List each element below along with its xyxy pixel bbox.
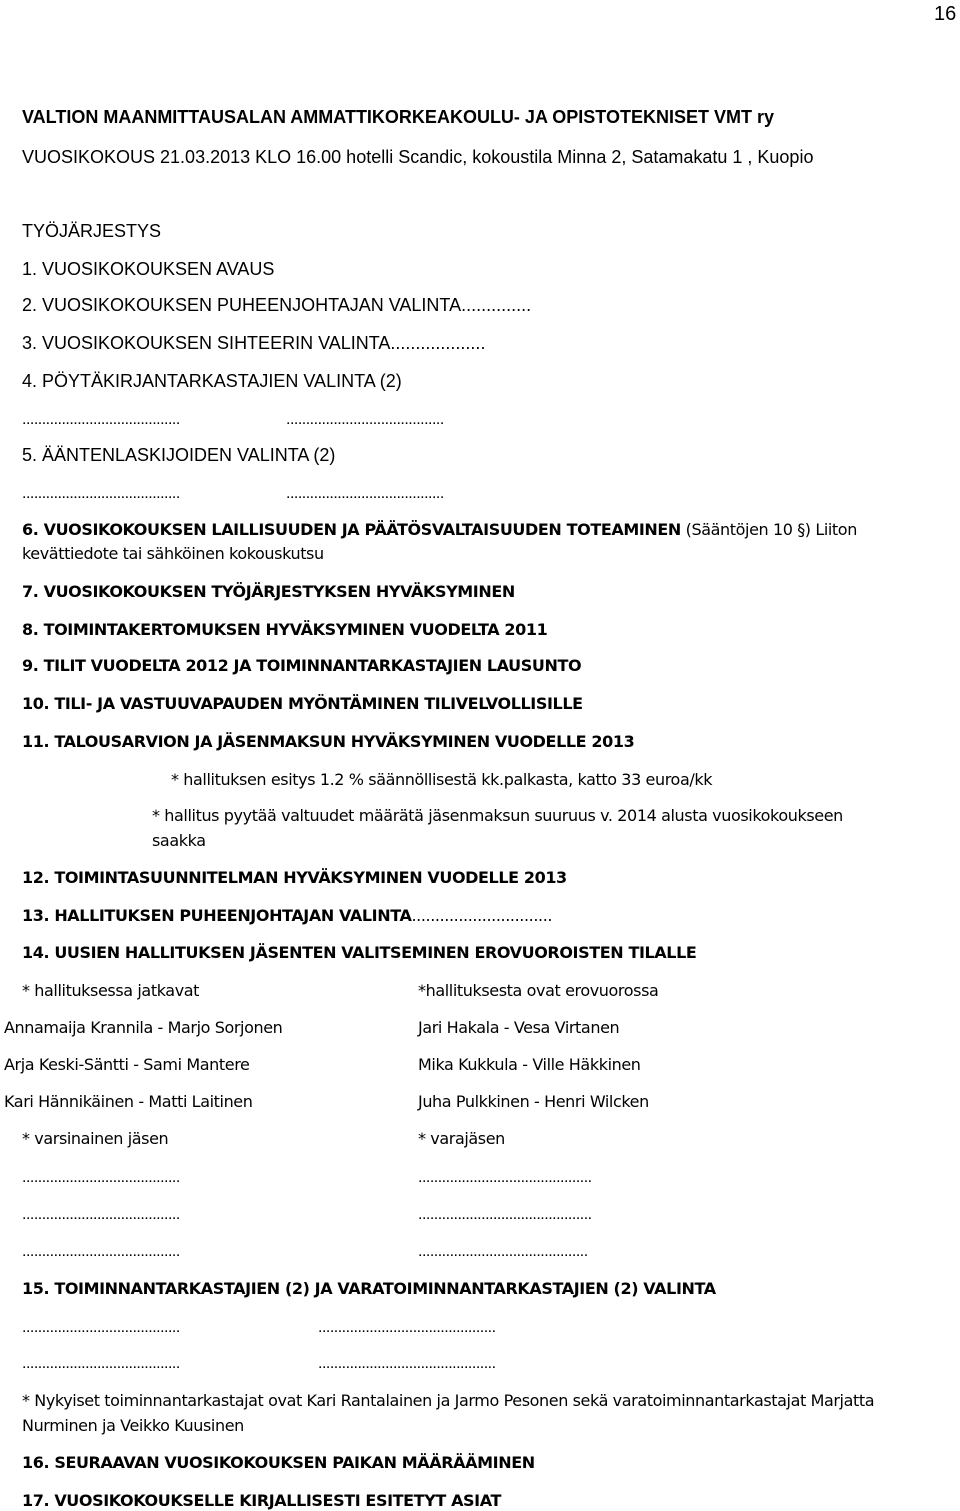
agenda-item-5-blank-2: ........................................ bbox=[286, 485, 444, 502]
agenda-item-9: 9. TILIT VUODELTA 2012 JA TOIMINNANTARKASTAJIEN LAUSUNTO bbox=[22, 656, 582, 675]
continuing-members-header: * hallituksessa jatkavat bbox=[22, 981, 200, 1000]
auditors-note-line2: Nurminen ja Veikko Kuusinen bbox=[22, 1416, 244, 1435]
leaving-members-header: *hallituksesta ovat erovuorossa bbox=[418, 981, 659, 1000]
member-label: * varsinainen jäsen bbox=[22, 1129, 169, 1148]
agenda-item-15: 15. TOIMINNANTARKASTAJIEN (2) JA VARATOIMINNANTARKASTAJIEN (2) VALINTA bbox=[22, 1279, 716, 1298]
agenda-item-4: 4. PÖYTÄKIRJANTARKASTAJIEN VALINTA (2) bbox=[22, 371, 402, 391]
agenda-item-13 bbox=[22, 908, 552, 924]
agenda-item-1: 1. VUOSIKOKOUKSEN AVAUS bbox=[22, 259, 275, 279]
agenda-item-13-blank: .............................. bbox=[411, 906, 553, 925]
agenda-item-3: 3. VUOSIKOKOUKSEN SIHTEERIN VALINTA................... bbox=[22, 333, 486, 353]
agenda-item-10: 10. TILI- JA VASTUUVAPAUDEN MYÖNTÄMINEN TILIVELVOLLISILLE bbox=[22, 694, 583, 713]
agenda-item-5-blank-1: ........................................ bbox=[22, 485, 180, 502]
agenda-title: TYÖJÄRJESTYS bbox=[22, 221, 162, 241]
deputy-auditor-blank: ............................................. bbox=[318, 1319, 496, 1336]
agenda-item-5: 5. ÄÄNTENLASKIJOIDEN VALINTA (2) bbox=[22, 445, 336, 465]
deputy-label: * varajäsen bbox=[418, 1129, 505, 1148]
auditor-blank: ........................................ bbox=[22, 1355, 180, 1372]
agenda-item-6-line2: kevättiedote tai sähköinen kokouskutsu bbox=[22, 544, 324, 563]
auditor-blank: ........................................ bbox=[22, 1319, 180, 1336]
agenda-item-6 bbox=[22, 522, 857, 538]
continuing-pair: Annamaija Krannila - Marjo Sorjonen bbox=[4, 1018, 283, 1037]
leaving-pair: Mika Kukkula - Ville Häkkinen bbox=[418, 1055, 641, 1074]
agenda-item-14: 14. UUSIEN HALLITUKSEN JÄSENTEN VALITSEMINEN EROVUOROISTEN TILALLE bbox=[22, 943, 697, 962]
agenda-item-12: 12. TOIMINTASUUNNITELMAN HYVÄKSYMINEN VUODELLE 2013 bbox=[22, 868, 567, 887]
agenda-item-6-reference: (Sääntöjen 10 §) Liiton bbox=[680, 520, 857, 539]
budget-note-2-line2: saakka bbox=[152, 831, 206, 850]
deputy-blank: ............................................ bbox=[418, 1169, 592, 1186]
budget-note-1: * hallituksen esitys 1.2 % säännöllisestä kk.palkasta, katto 33 euroa/kk bbox=[171, 770, 713, 789]
agenda-item-13-title: 13. HALLITUKSEN PUHEENJOHTAJAN VALINTA bbox=[22, 906, 412, 925]
organization-title: VALTION MAANMITTAUSALAN AMMATTIKORKEAKOULU- JA OPISTOTEKNISET VMT ry bbox=[22, 107, 774, 127]
leaving-pair: Jari Hakala - Vesa Virtanen bbox=[418, 1018, 620, 1037]
budget-note-2: * hallitus pyytää valtuudet määrätä jäsenmaksun suuruus v. 2014 alusta vuosikokoukseen bbox=[152, 806, 843, 825]
member-blank: ........................................ bbox=[22, 1169, 180, 1186]
continuing-pair: Arja Keski-Säntti - Sami Mantere bbox=[4, 1055, 250, 1074]
member-blank: ........................................ bbox=[22, 1243, 180, 1260]
deputy-blank: ............................................ bbox=[418, 1206, 592, 1223]
deputy-auditor-blank: ............................................. bbox=[318, 1355, 496, 1372]
continuing-pair: Kari Hännikäinen - Matti Laitinen bbox=[4, 1092, 253, 1111]
agenda-item-8: 8. TOIMINTAKERTOMUKSEN HYVÄKSYMINEN VUODELTA 2011 bbox=[22, 620, 548, 639]
agenda-item-16: 16. SEURAAVAN VUOSIKOKOUKSEN PAIKAN MÄÄRÄÄMINEN bbox=[22, 1453, 535, 1472]
agenda-item-2: 2. VUOSIKOKOUKSEN PUHEENJOHTAJAN VALINTA.............. bbox=[22, 295, 532, 315]
member-blank: ........................................ bbox=[22, 1206, 180, 1223]
agenda-item-11: 11. TALOUSARVION JA JÄSENMAKSUN HYVÄKSYMINEN VUODELLE 2013 bbox=[22, 732, 635, 751]
agenda-item-17: 17. VUOSIKOKOUKSELLE KIRJALLISESTI ESITETYT ASIAT bbox=[22, 1491, 501, 1510]
agenda-item-7: 7. VUOSIKOKOUKSEN TYÖJÄRJESTYKSEN HYVÄKSYMINEN bbox=[22, 582, 515, 601]
meeting-details: VUOSIKOKOUS 21.03.2013 KLO 16.00 hotelli Scandic, kokoustila Minna 2, Satamakatu 1 , Kuopio bbox=[22, 147, 814, 167]
leaving-pair: Juha Pulkkinen - Henri Wilcken bbox=[418, 1092, 649, 1111]
deputy-blank: ........................................... bbox=[418, 1243, 588, 1260]
auditors-note: * Nykyiset toiminnantarkastajat ovat Kari Rantalainen ja Jarmo Pesonen sekä varatoiminnantarkastajat Marjatta bbox=[22, 1391, 875, 1410]
page-number: 16 bbox=[934, 3, 957, 25]
agenda-item-6-title: 6. VUOSIKOKOUKSEN LAILLISUUDEN JA PÄÄTÖSVALTAISUUDEN TOTEAMINEN bbox=[22, 520, 681, 539]
agenda-item-4-blank-2: ........................................ bbox=[286, 411, 444, 428]
agenda-item-4-blank-1: ........................................ bbox=[22, 411, 180, 428]
